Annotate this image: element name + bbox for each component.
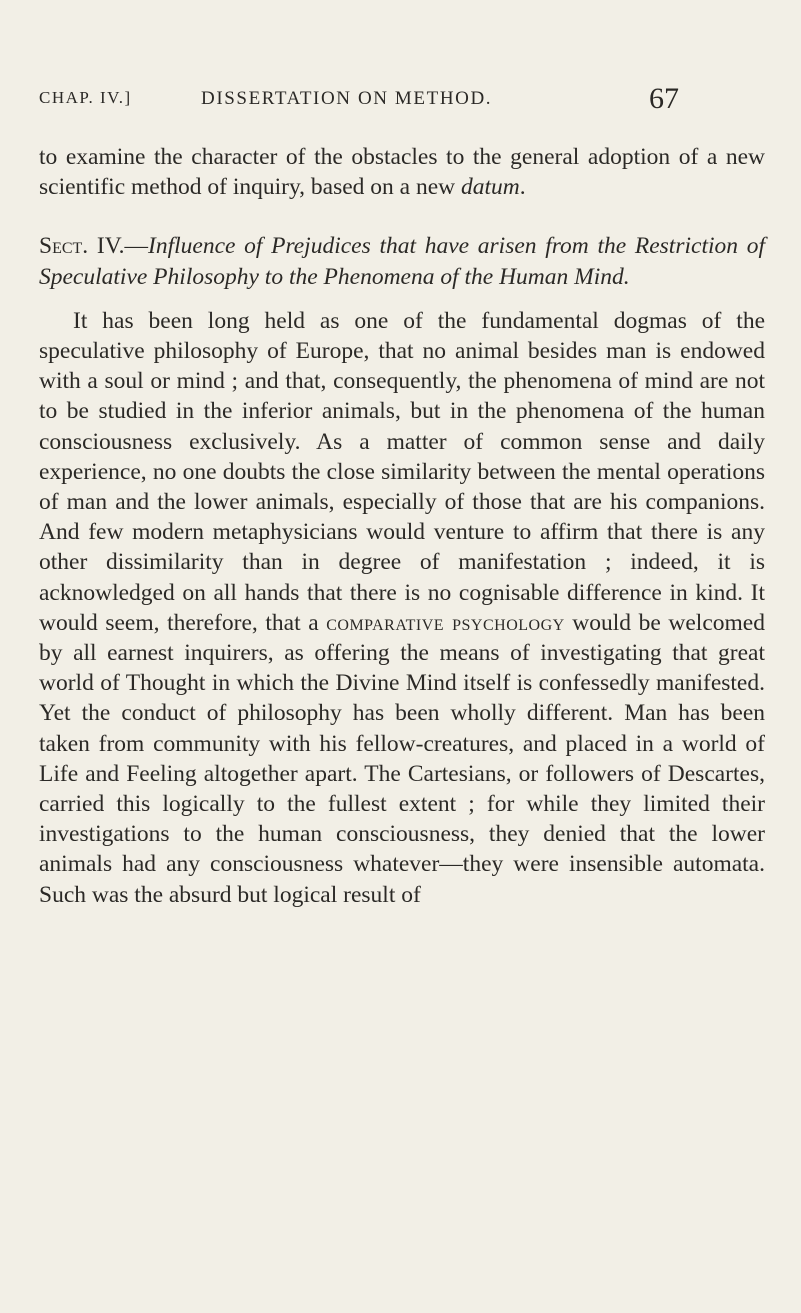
section-title: Influence of Prejudices that have arisen from the Restriction of Speculative Philosophy to the Phenomena of the Human Mind. bbox=[39, 233, 765, 290]
running-title: DISSERTATION ON METHOD. bbox=[201, 88, 493, 109]
intro-end: . bbox=[519, 174, 526, 201]
section-dash: — bbox=[124, 233, 149, 260]
body-text-part1: It has been long held as one of the fundamental dogmas of the speculative philosophy of Europe, that no animal besides man is endowed with a soul or mind ; and that, consequently, the phenomena of mind are not to be studied in the inferior animals, but in the phenomena of the human consciousness exclusively. As a matter of common sense and daily experience, no one doubts the close similarity between the mental operations of man and the lower animals, especially of those that are his companions. And few modern metaphysicians would venture to affirm that there is any other dissimilarity than in degree of manifestation ; indeed, it is acknowledged on all hands that there is no cognisable difference in kind. It would seem, therefore, that a bbox=[39, 307, 765, 636]
page-number: 67 bbox=[649, 82, 679, 115]
chapter-label: CHAP. IV.] bbox=[39, 88, 132, 107]
section-label: Sect. IV. bbox=[39, 233, 125, 260]
intro-emphasis: datum bbox=[461, 174, 520, 201]
page-body bbox=[39, 142, 765, 910]
running-head bbox=[39, 82, 679, 124]
intro-paragraph bbox=[39, 142, 765, 202]
body-paragraph bbox=[39, 306, 765, 910]
intro-text: to examine the character of the obstacles to the general adoption of a new scientific method of inquiry, based on a new bbox=[39, 144, 765, 201]
body-small-caps: comparative psychology bbox=[326, 609, 565, 636]
body-text-part2: would be welcomed by all earnest inquirers, as offering the means of investigating that great world of Thought in which the Divine Mind itself is confessedly manifested. Yet the conduct of philosophy has been wholly different. Man has been taken from community with his fellow-creatures, and placed in a world of Life and Feeling altogether apart. The Cartesians, or followers of Descartes, carried this logically to the fullest extent ; for while they limited their investigations to the human consciousness, they denied that the lower animals had any consciousness whatever—they were insensible automata. Such was the absurd but logical result of bbox=[39, 609, 765, 908]
section-heading bbox=[39, 231, 765, 291]
